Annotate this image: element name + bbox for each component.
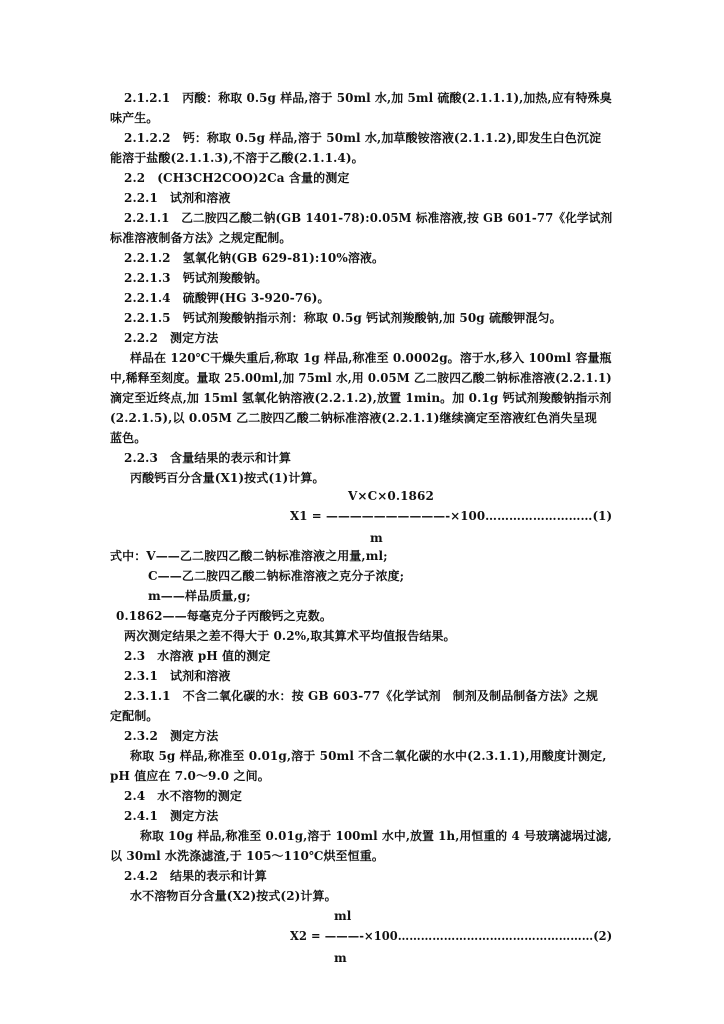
section-heading: 2.4.1 测定方法 (124, 809, 219, 823)
text-line: pH 值应在 7.0～9.0 之间。 (110, 769, 270, 783)
text-line: 2.2.1.2 氢氧化钠(GB 629-81):10%溶液。 (124, 251, 385, 265)
text-line: C——乙二胺四乙酸二钠标准溶液之克分子浓度; (148, 569, 405, 583)
section-heading: 2.4.2 结果的表示和计算 (124, 869, 267, 883)
text-line: 2.1.2.2 钙：称取 0.5g 样品,溶于 50ml 水,加草酸铵溶液(2.1.1.2),即发生白色沉淀 (124, 131, 602, 145)
section-heading: 2.3.1 试剂和溶液 (124, 669, 231, 683)
section-heading: 2.3 水溶液 pH 值的测定 (124, 649, 271, 663)
text-line: 丙酸钙百分含量(X1)按式(1)计算。 (130, 471, 325, 485)
text-line: 中,稀释至刻度。量取 25.00ml,加 75ml 水,用 0.05M 乙二胺四乙酸二钠标准溶液(2.2.1.1) (110, 371, 612, 385)
text-line: 2.2.1.4 硫酸钾(HG 3-920-76)。 (124, 291, 330, 305)
section-heading: 2.2.1 试剂和溶液 (124, 191, 231, 205)
section-heading: 2.2.2 测定方法 (124, 331, 219, 345)
text-line: 两次测定结果之差不得大于 0.2%,取其算术平均值报告结果。 (124, 629, 456, 643)
text-line: 2.2.1.5 钙试剂羧酸钠指示剂：称取 0.5g 钙试剂羧酸钠,加 50g 硫酸钾混匀。 (124, 311, 562, 325)
text-line: 蓝色。 (110, 431, 147, 445)
formula-numerator: V×C×0.1862 (348, 489, 434, 503)
text-line: 以 30ml 水洗涤滤渣,于 105～110℃烘至恒重。 (110, 849, 384, 863)
formula-denominator: m (334, 951, 347, 965)
section-heading: 2.2 (CH3CH2COO)2Ca 含量的测定 (124, 171, 350, 185)
section-heading: 2.3.2 测定方法 (124, 729, 219, 743)
text-line: 样品在 120℃干燥失重后,称取 1g 样品,称准至 0.0002g。溶于水,移入 100ml 容量瓶 (130, 351, 612, 365)
section-heading: 2.2.3 含量结果的表示和计算 (124, 451, 292, 465)
section-heading: 2.4 水不溶物的测定 (124, 789, 242, 803)
text-line: (2.2.1.5),以 0.05M 乙二胺四乙酸二钠标准溶液(2.2.1.1)继续滴定至溶液红色消失呈现 (110, 411, 597, 425)
text-line: 2.2.1.3 钙试剂羧酸钠。 (124, 271, 268, 285)
text-line: 称取 10g 样品,称准至 0.01g,溶于 100ml 水中,放置 1h,用恒重的 4 号玻璃滤埚过滤, (140, 829, 612, 843)
text-line: 水不溶物百分含量(X2)按式(2)计算。 (130, 889, 337, 903)
formula-denominator: m (370, 531, 383, 545)
text-line: 滴定至近终点,加 15ml 氢氧化钠溶液(2.2.1.2),放置 1min。加 0.1g 钙试剂羧酸钠指示剂 (110, 391, 612, 405)
text-line: 标准溶液制备方法》之规定配制。 (110, 231, 292, 245)
text-line: 定配制。 (110, 709, 159, 723)
text-line: m——样品质量,g; (148, 589, 251, 603)
formula-line: X1 = ——————————-×100………………………(1) (290, 509, 613, 523)
text-line: 式中：V——乙二胺四乙酸二钠标准溶液之用量,ml; (110, 549, 388, 563)
text-line: 味产生。 (110, 111, 159, 125)
text-line: 2.1.2.1 丙酸：称取 0.5g 样品,溶于 50ml 水,加 5ml 硫酸(2.1.1.1),加热,应有特殊臭 (124, 91, 612, 105)
text-line: 称取 5g 样品,称准至 0.01g,溶于 50ml 不含二氧化碳的水中(2.3.1.1),用酸度计测定, (130, 749, 607, 763)
formula-numerator: ml (334, 909, 352, 923)
text-line: 0.1862——每毫克分子丙酸钙之克数。 (116, 609, 332, 623)
text-line: 能溶于盐酸(2.1.1.3),不溶于乙酸(2.1.1.4)。 (110, 151, 364, 165)
formula-line: X2 = ———-×100……………………………………………(2) (290, 929, 613, 943)
text-line: 2.2.1.1 乙二胺四乙酸二钠(GB 1401-78):0.05M 标准溶液,按 GB 601-77《化学试剂 (124, 211, 613, 225)
text-line: 2.3.1.1 不含二氧化碳的水：按 GB 603-77《化学试剂 制剂及制品制备方法》之规 (124, 689, 599, 703)
